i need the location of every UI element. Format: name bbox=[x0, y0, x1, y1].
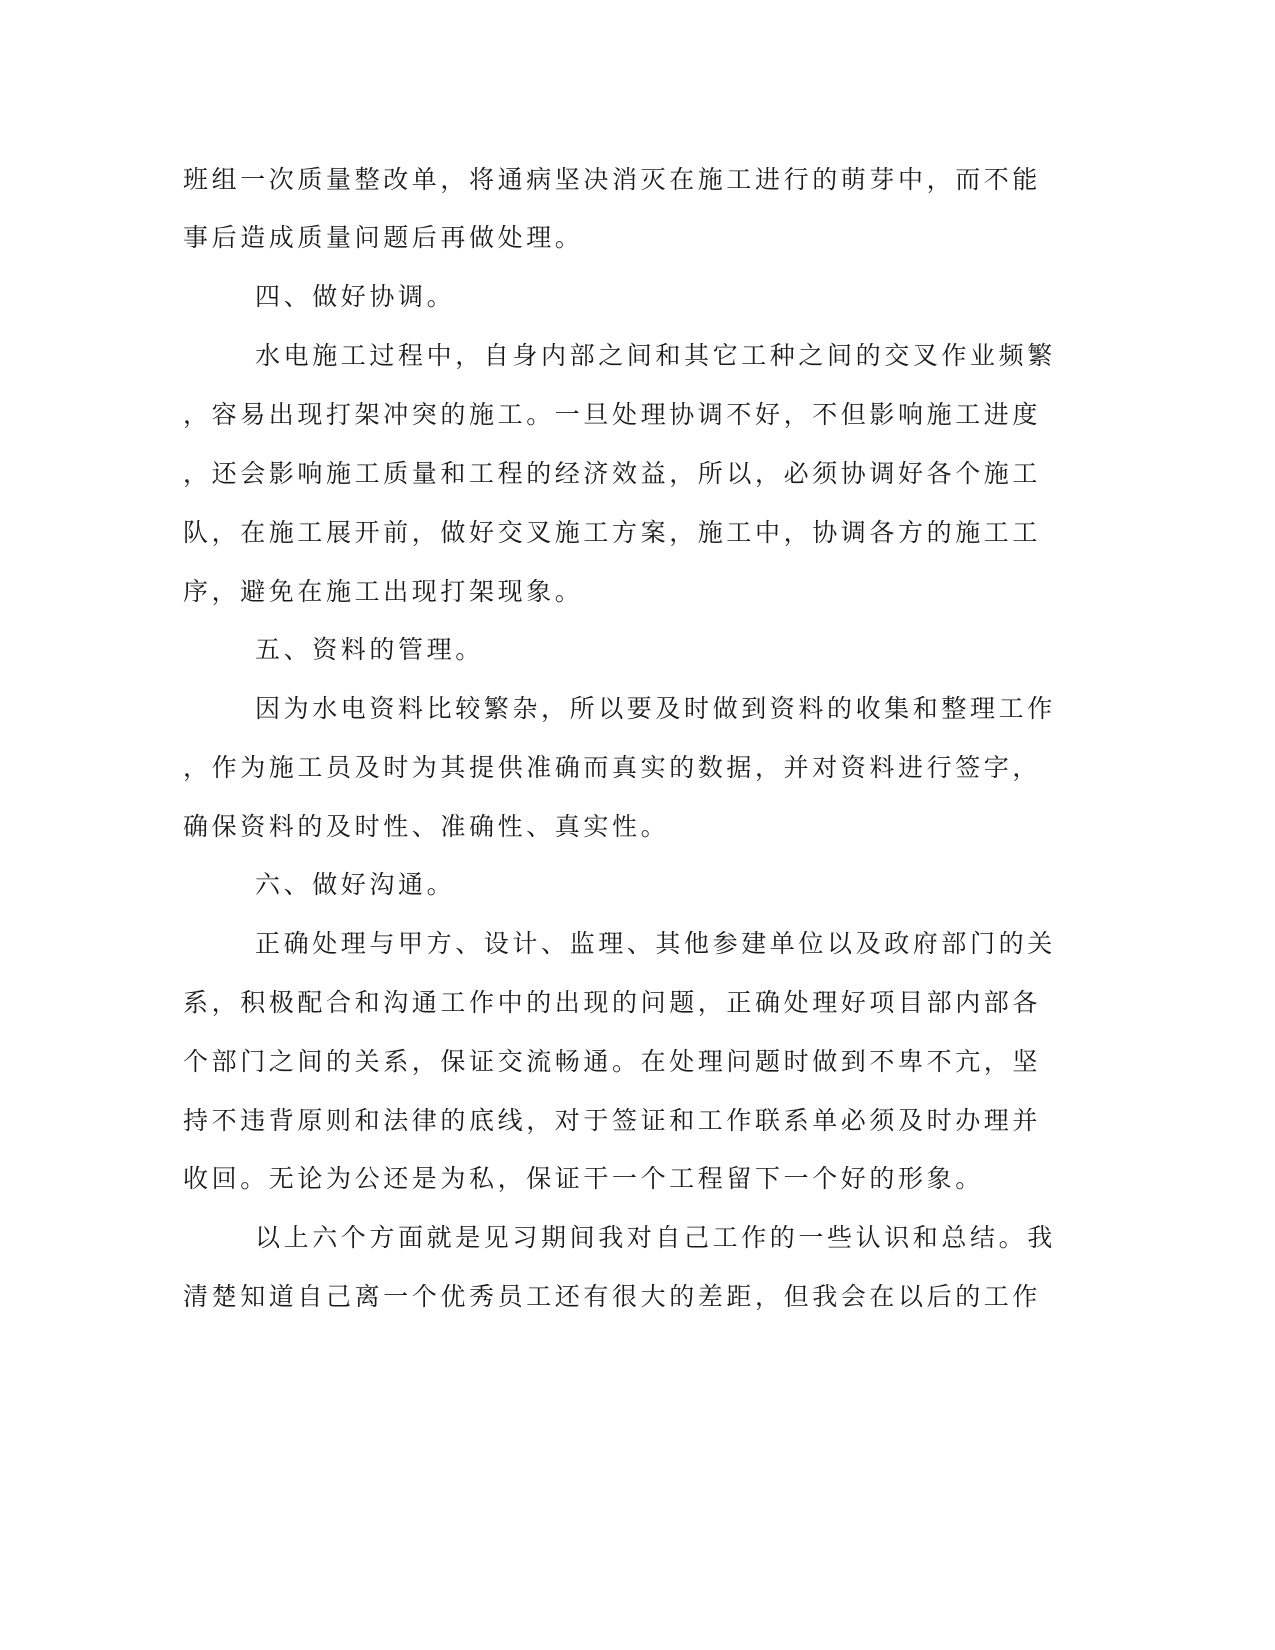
text-line: 序，避免在施工出现打架现象。 bbox=[183, 577, 584, 606]
text-line: ，容易出现打架冲突的施工。一旦处理协调不好，不但影响施工进度 bbox=[183, 400, 1042, 429]
text-line: ，作为施工员及时为其提供准确而真实的数据，并对资料进行签字， bbox=[183, 753, 1042, 782]
text-line: 持不违背原则和法律的底线，对于签证和工作联系单必须及时办理并 bbox=[183, 1106, 1042, 1135]
text-line: 个部门之间的关系，保证交流畅通。在处理问题时做到不卑不亢，坚 bbox=[183, 1047, 1042, 1076]
text-line: 队，在施工展开前，做好交叉施工方案，施工中，协调各方的施工工 bbox=[183, 518, 1042, 547]
text-line: 确保资料的及时性、准确性、真实性。 bbox=[183, 812, 670, 841]
text-line: 以上六个方面就是见习期间我对自己工作的一些认识和总结。我 bbox=[255, 1223, 1056, 1252]
text-line: 事后造成质量问题后再做处理。 bbox=[183, 223, 584, 252]
text-line: 系，积极配合和沟通工作中的出现的问题，正确处理好项目部内部各 bbox=[183, 988, 1042, 1017]
text-line: 因为水电资料比较繁杂，所以要及时做到资料的收集和整理工作 bbox=[255, 694, 1056, 723]
text-line: 水电施工过程中，自身内部之间和其它工种之间的交叉作业频繁 bbox=[255, 341, 1056, 370]
section-heading: 五、资料的管理。 bbox=[255, 635, 484, 664]
section-heading: 六、做好沟通。 bbox=[255, 870, 456, 899]
text-line: 正确处理与甲方、设计、监理、其他参建单位以及政府部门的关 bbox=[255, 929, 1056, 958]
text-line: ，还会影响施工质量和工程的经济效益，所以，必须协调好各个施工 bbox=[183, 459, 1042, 488]
text-line: 班组一次质量整改单，将通病坚决消灭在施工进行的萌芽中，而不能 bbox=[183, 165, 1042, 194]
text-line: 清楚知道自己离一个优秀员工还有很大的差距，但我会在以后的工作 bbox=[183, 1282, 1042, 1311]
text-line: 收回。无论为公还是为私，保证干一个工程留下一个好的形象。 bbox=[183, 1164, 984, 1193]
section-heading: 四、做好协调。 bbox=[255, 282, 456, 311]
